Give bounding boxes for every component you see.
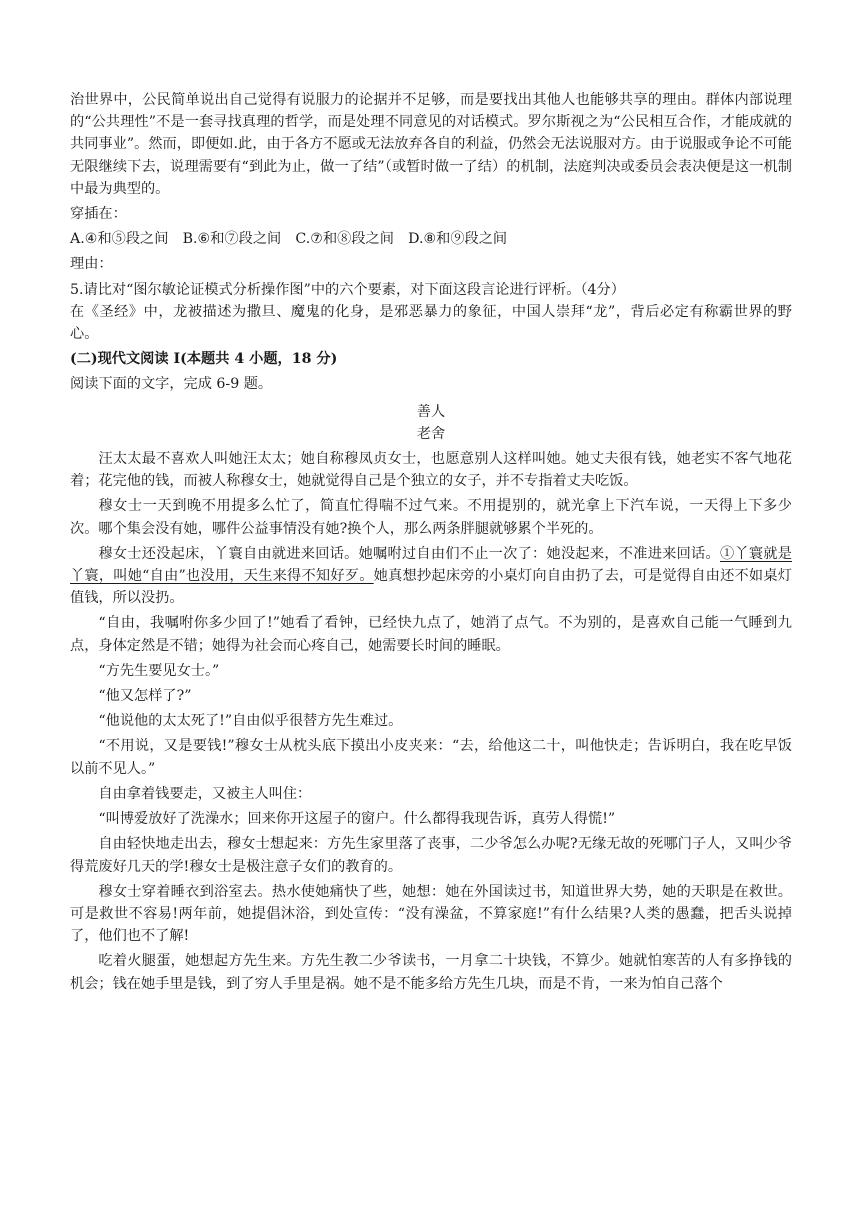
intro-paragraph: 治世界中，公民简单说出自己觉得有说服力的论据并不足够，而是要找出其他人也能够共享的理由。群体内部说理的“公共理性”不是一套寻找真理的哲学，而是处理不同意见的对话模式。罗尔斯视之为“公民相互合作，才能成就的共同事业”。然而，即便如.此，由于各方不愿或无法放弃各自的利益，仍然会无法说服对方。由于说服或争论不可能无限继续下去，说理需要有“到此为止，做一了结”（或暂时做一了结）的机制，法庭判决或委员会表决便是这一机制中最为典型的。 <box>70 92 792 197</box>
story-paragraph-1: 汪太太最不喜欢人叫她汪太太；她自称穆凤贞女士，也愿意别人这样叫她。她丈夫很有钱，她老实不客气地花着；花完他的钱，而被人称穆女士，她就觉得自己是个独立的女子，并不专指着丈夫吃饭。 <box>70 451 792 490</box>
insert-label: 穿插在： <box>70 206 127 223</box>
story-paragraph-4: “自由，我嘱咐你多少回了!”她看了看钟，已经快九点了，她消了点气。不为别的，是喜欢自己能一气睡到九点，身体定然是不错；她得为社会而心疼自己，她需要长时间的睡眠。 <box>70 615 792 654</box>
story-paragraph-3-start: 穆女士还没起床，丫寰自由就进来回话。她嘱咐过自由们不止一次了：她没起来，不准进来回话。 <box>98 545 720 562</box>
story-paragraph-5: “方先生要见女士。” <box>98 662 220 679</box>
reading-instruction: 阅读下面的文字，完成 6-9 题。 <box>70 376 273 393</box>
story-paragraph-7: “他说他的太太死了!”自由似乎很替方先生难过。 <box>98 713 403 730</box>
story-paragraph-10: “叫博爱放好了洗澡水；回来你开这屋子的窗户。什么都得我现告诉，真劳人得慌!” <box>98 811 616 828</box>
story-paragraph-8: “不用说，又是要钱!”穆女士从枕头底下摸出小皮夹来：“去，给他这二十，叫他快走；告诉明白，我在吃早饭以前不见人。” <box>70 738 792 777</box>
story-paragraph-12: 穆女士穿着睡衣到浴室去。热水使她痛快了些，她想：她在外国读过书，知道世界大势，她的天职是在救世。可是救世不容易!两年前，她提倡沐浴，到处宣传：“没有澡盆，不算家庭!”有什么结果?人类的愚蠢，把舌头说掉了，他们也不了解! <box>70 883 792 945</box>
underlined-sentence-1: ①丫寰就是丫寰，叫她“自由”也没用，天生来得不知好歹。 <box>70 545 792 585</box>
reason-label: 理由： <box>70 256 113 273</box>
story-paragraph-11: 自由轻快地走出去，穆女士想起来：方先生家里落了丧事，二少爷怎么办呢?无缘无故的死哪门子人，又叫少爷得荒废好几天的学!穆女士是极注意子女们的教育的。 <box>70 836 792 875</box>
story-title: 善人 <box>416 403 446 420</box>
story-paragraph-3-end: 她真想抄起床旁的小桌灯向自由扔了去，可是觉得自由还不如桌灯值钱，所以没扔。 <box>70 568 792 607</box>
answer-options: A.④和⑤段之间 B.⑥和⑦段之间 C.⑦和⑧段之间 D.⑧和⑨段之间 <box>70 231 508 248</box>
question-5-text: 在《圣经》中，龙被描述为撒旦、魔鬼的化身，是邪恶暴力的象征，中国人崇拜“龙”，背后必定有称霸世界的野心。 <box>70 303 792 343</box>
story-paragraph-13: 吃着火腿蛋，她想起方先生来。方先生教二少爷读书，一月拿二十块钱，不算少。她就怕寒苦的人有多挣钱的机会；钱在她手里是钱，到了穷人手里是祸。她不是不能多给方先生几块，而是不肯，一来为怕自己落个 <box>70 953 792 992</box>
story-paragraph-3 <box>70 543 792 610</box>
story-paragraph-6: “他又怎样了?” <box>98 688 192 705</box>
document-page <box>70 0 792 995</box>
section-heading: (二)现代文阅读 I(本题共 4 小题，18 分) <box>70 351 338 368</box>
story-author: 老舍 <box>416 425 446 442</box>
story-paragraph-9: 自由拿着钱要走，又被主人叫住： <box>98 785 312 802</box>
story-paragraph-2: 穆女士一天到晚不用提多么忙了，简直忙得喘不过气来。不用提别的，就光拿上下汽车说，一天得上下多少次。哪个集会没有她，哪件公益事情没有她?换个人，那么两条胖腿就够累个半死的。 <box>70 498 792 537</box>
question-5: 5.请比对“图尔敏论证模式分析操作图”中的六个要素，对下面这段言论进行评析。（4分） <box>70 281 625 298</box>
